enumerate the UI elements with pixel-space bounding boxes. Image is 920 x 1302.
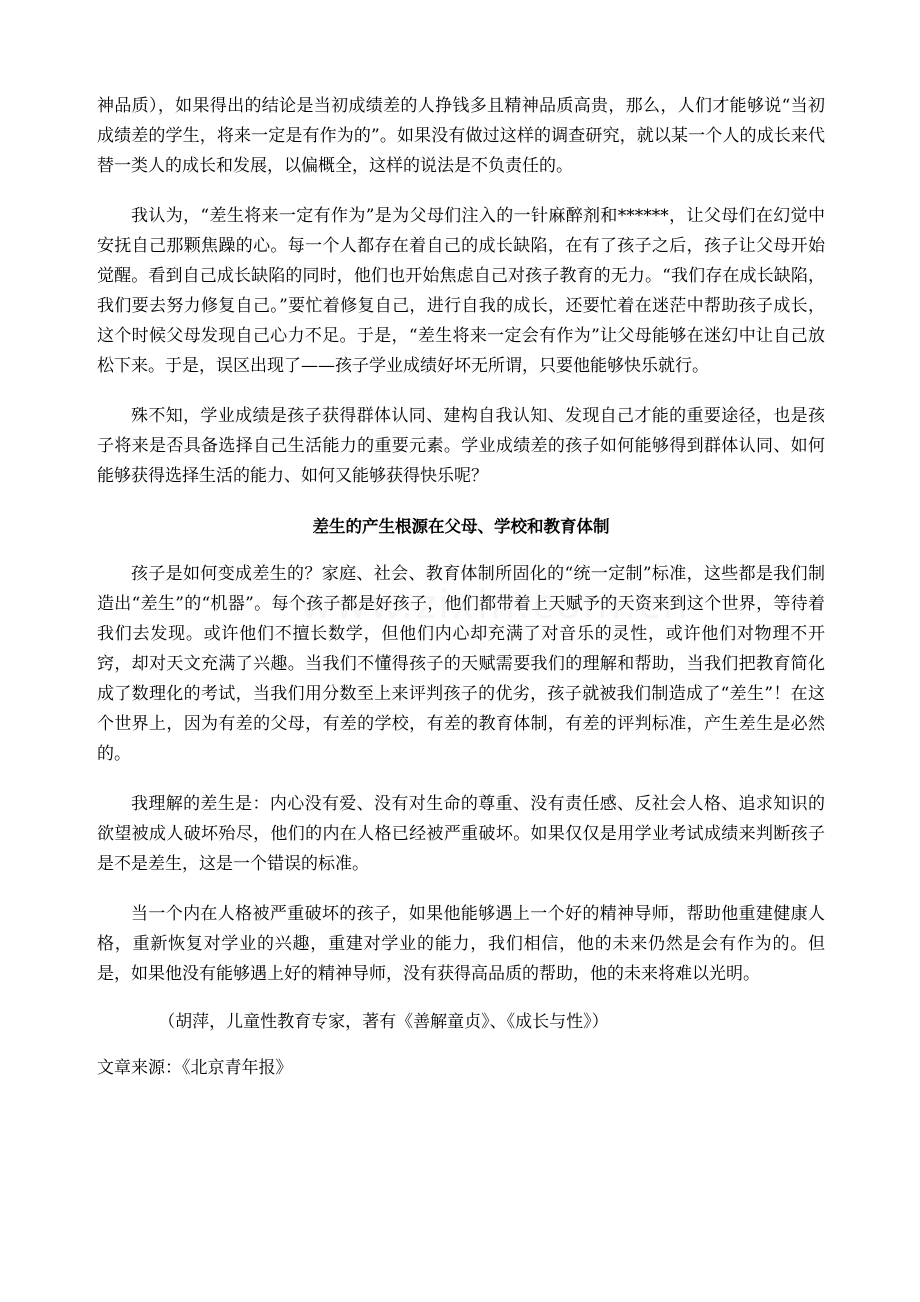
author-note: （胡萍，儿童性教育专家，著有《善解童贞》、《成长与性》） (158, 1012, 609, 1032)
paragraph-6: 当一个内在人格被严重破坏的孩子，如果他能够遇上一个好的精神导师，帮助他重建健康人格，重新恢复对学业的兴趣，重建对学业的能力，我们相信，他的未来仍然是会有作为的。但是，如果他没有能够遇上好的精神导师，没有获得高品质的帮助，他的未来将难以光明。 (97, 904, 825, 984)
article-source: 文章来源：《北京青年报》 (97, 1058, 293, 1078)
article-body (97, 91, 825, 1083)
paragraph-2: 我认为，“差生将来一定有作为”是为父母们注入的一针麻醉剂和******，让父母们在幻觉中安抚自己那颗焦躁的心。每一个人都存在着自己的成长缺陷，在有了孩子之后，孩子让父母开始觉醒。看到自己成长缺陷的同时，他们也开始焦虑自己对孩子教育的无力。“我们存在成长缺陷，我们要去努力修复自己。”要忙着修复自己，进行自我的成长，还要忙着在迷茫中帮助孩子成长，这个时候父母发现自己心力不足。于是，“差生将来一定会有作为”让父母能够在迷幻中让自己放松下来。于是，误区出现了——孩子学业成绩好坏无所谓，只要他能够快乐就行。 (97, 206, 825, 376)
paragraph-3: 殊不知，学业成绩是孩子获得群体认同、建构自我认知、发现自己才能的重要途径，也是孩子将来是否具备选择自己生活能力的重要元素。学业成绩差的孩子如何能够得到群体认同、如何能够获得选择生活的能力、如何又能够获得快乐呢？ (97, 406, 825, 486)
section-heading: 差生的产生根源在父母、学校和教育体制 (312, 517, 610, 536)
paragraph-5: 我理解的差生是：内心没有爱、没有对生命的尊重、没有责任感、反社会人格、追求知识的欲望被成人破坏殆尽，他们的内在人格已经被严重破坏。如果仅仅是用学业考试成绩来判断孩子是不是差生，这是一个错误的标准。 (97, 794, 825, 874)
paragraph-4: 孩子是如何变成差生的？家庭、社会、教育体制所固化的“统一定制”标准，这些都是我们制造出“差生”的“机器”。每个孩子都是好孩子，他们都带着上天赋予的天资来到这个世界，等待着我们去发现。或许他们不擅长数学，但他们内心却充满了对音乐的灵性，或许他们对物理不开窍，却对天文充满了兴趣。当我们不懂得孩子的天赋需要我们的理解和帮助，当我们把教育简化成了数理化的考试，当我们用分数至上来评判孩子的优劣，孩子就被我们制造成了“差生”！在这个世界上，因为有差的父母，有差的学校，有差的教育体制，有差的评判标准，产生差生是必然的。 (97, 564, 825, 764)
paragraph-1: 神品质），如果得出的结论是当初成绩差的人挣钱多且精神品质高贵，那么，人们才能够说“当初成绩差的学生，将来一定是有作为的”。如果没有做过这样的调查研究，就以某一个人的成长来代替一类人的成长和发展，以偏概全，这样的说法是不负责任的。 (97, 96, 825, 176)
